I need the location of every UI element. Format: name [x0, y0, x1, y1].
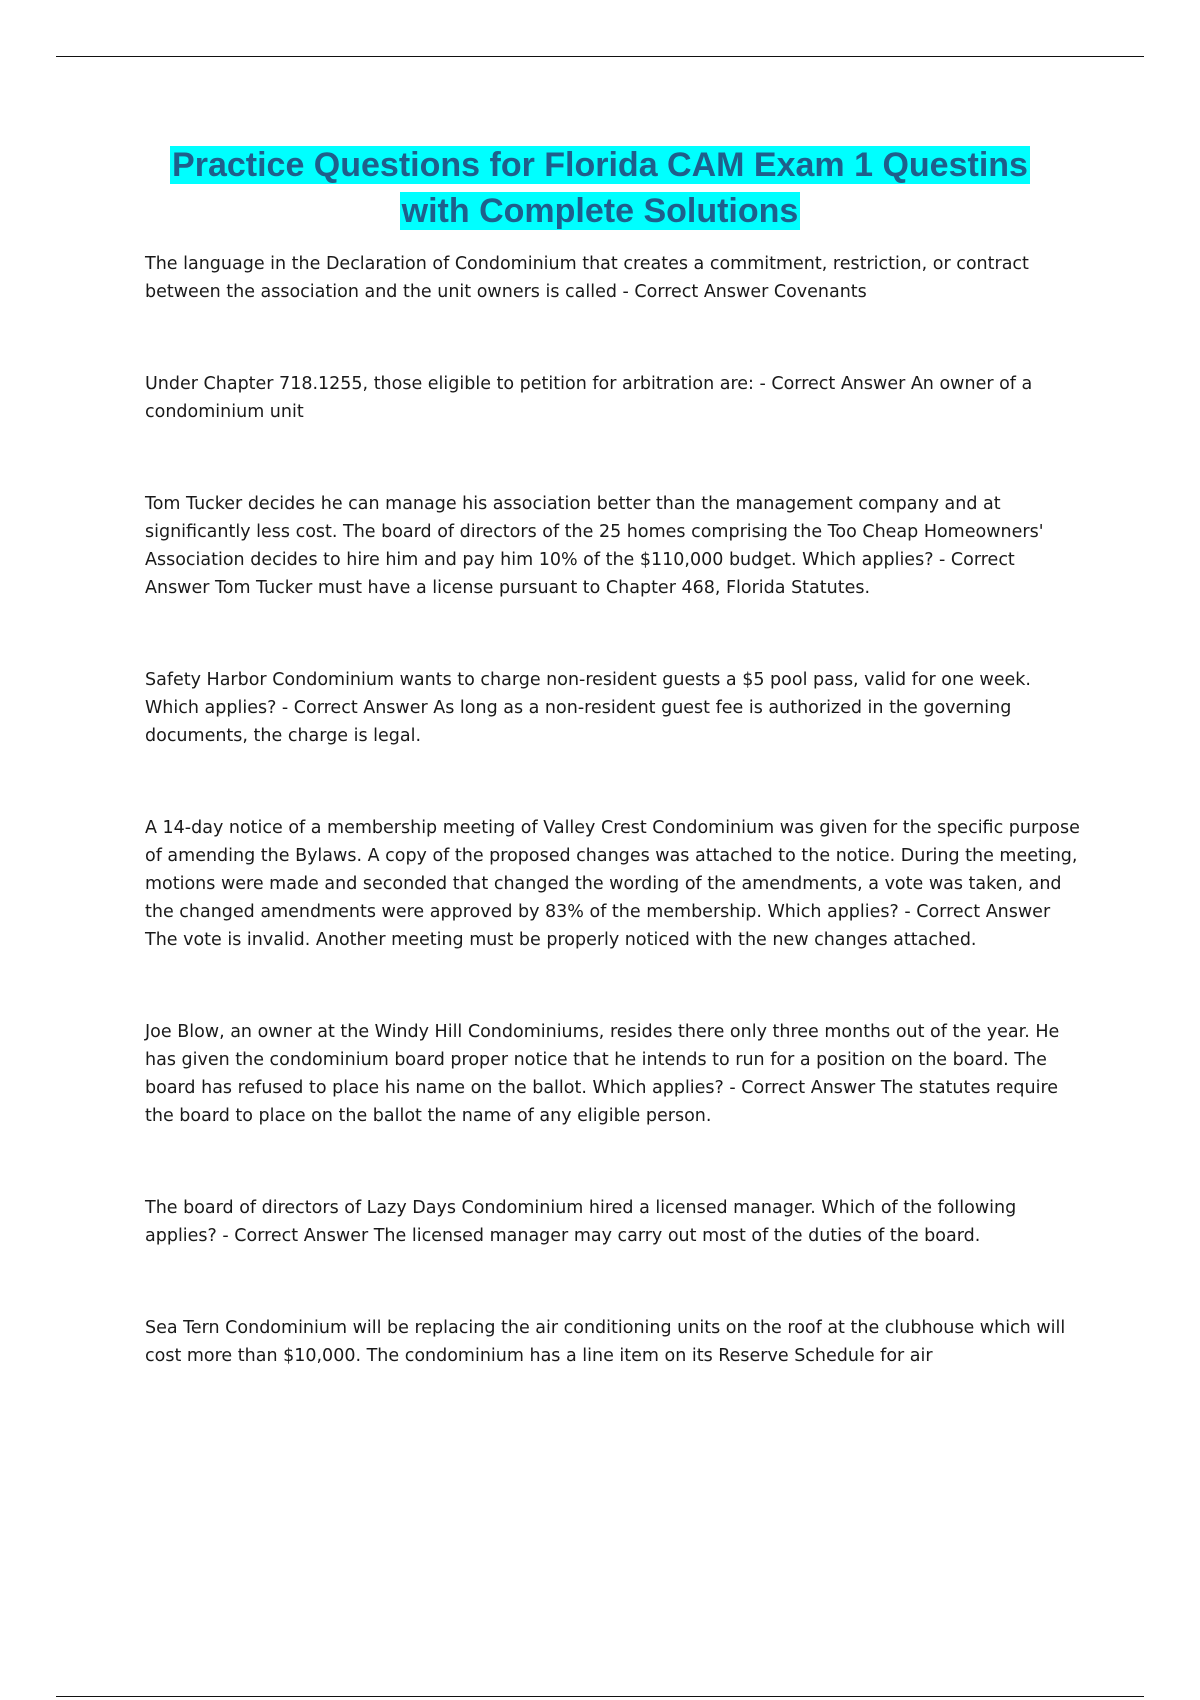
top-rule: [56, 56, 1144, 57]
bottom-rule: [56, 1696, 1144, 1697]
question-item: The language in the Declaration of Condominium that creates a commitment, restriction, or contract between the association and the unit owners is called - Correct Answer Covenants: [145, 254, 1029, 302]
question-item: A 14-day notice of a membership meeting of Valley Crest Condominium was given for the specific purpose of amending the Bylaws. A copy of the proposed changes was attached to the notice. During the meeting, motions were made and seconded that changed the wording of the amendments, a vote was taken, and the changed amendments were approved by 83% of the membership. Which applies? - Correct Answer The vote is invalid. Another meeting must be properly noticed with the new changes attached.: [145, 818, 1080, 950]
question-item: Safety Harbor Condominium wants to charge non-resident guests a $5 pool pass, valid for one week. Which applies? - Correct Answer As long as a non-resident guest fee is authorized in the governing documents, the charge is legal.: [145, 670, 1031, 746]
document-title: [100, 142, 1100, 234]
question-item: The board of directors of Lazy Days Condominium hired a licensed manager. Which of the following applies? - Correct Answer The licensed manager may carry out most of the duties of the board.: [145, 1198, 1017, 1246]
title-line-1: Practice Questions for Florida CAM Exam 1 Questins: [172, 146, 1028, 184]
question-item: Tom Tucker decides he can manage his association better than the management company and at significantly less cost. The board of directors of the 25 homes comprising the Too Cheap Homeowners' Association decides to hire him and pay him 10% of the $110,000 budget. Which applies? - Correct Answer Tom Tucker must have a license pursuant to Chapter 468, Florida Statutes.: [145, 494, 1044, 598]
question-list: [145, 250, 1080, 1434]
question-item: Joe Blow, an owner at the Windy Hill Condominiums, resides there only three months out of the year. He has given the condominium board proper notice that he intends to run for a position on the board. The board has refused to place his name on the ballot. Which applies? - Correct Answer The statutes require the board to place on the ballot the name of any eligible person.: [145, 1022, 1060, 1126]
question-item: Sea Tern Condominium will be replacing the air conditioning units on the roof at the clubhouse which will cost more than $10,000. The condominium has a line item on its Reserve Schedule for air: [145, 1318, 1066, 1366]
title-line-2: with Complete Solutions: [401, 192, 799, 230]
question-item: Under Chapter 718.1255, those eligible to petition for arbitration are: - Correct Answer An owner of a condominium unit: [145, 374, 1033, 422]
